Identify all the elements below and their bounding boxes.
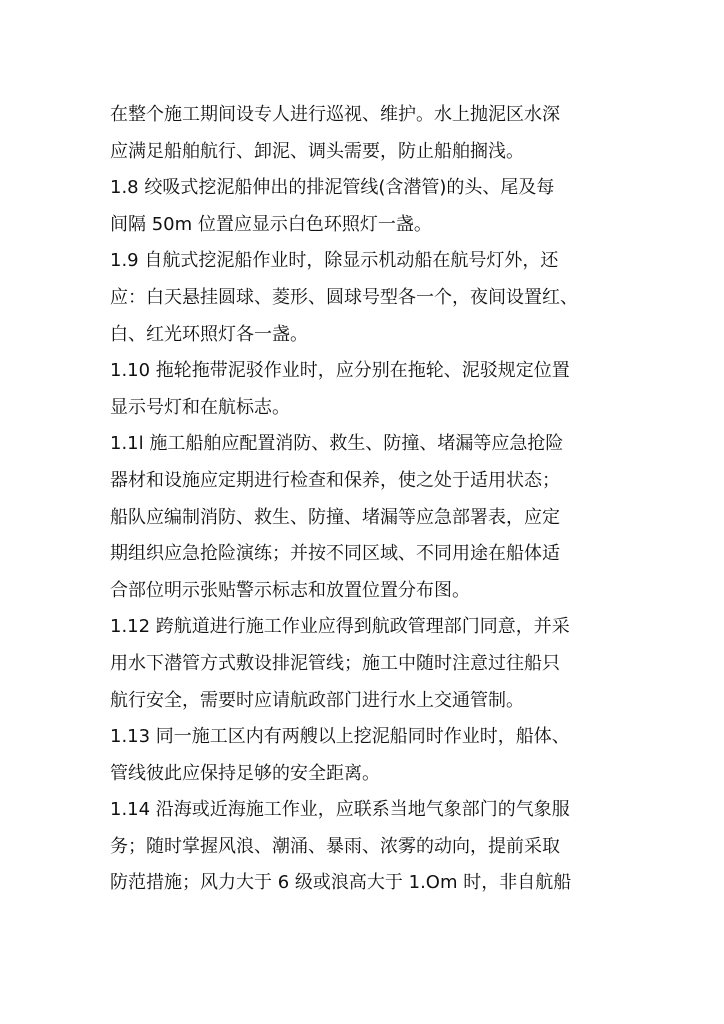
text-line: 显示号灯和在航标志。 [110, 396, 290, 418]
clause-1-9-line: 1.9 自航式挖泥船作业时，除显示机动船在航号灯外，还 [110, 250, 559, 272]
text-line: 船队应编制消防、救生、防撞、堵漏等应急部署表，应定 [110, 506, 560, 528]
text-line: 在整个施工期间设专人进行巡视、维护。水上抛泥区水深 [110, 104, 560, 125]
clause-1-10-line: 1.10 拖轮拖带泥驳作业时，应分别在拖轮、泥驳规定位置 [110, 360, 570, 382]
text-line: 管线彼此应保持足够的安全距离。 [110, 762, 380, 784]
text-line: 务；随时掌握风浪、潮涌、暴雨、浓雾的动向，提前采取 [110, 835, 560, 857]
clause-1-12-line: 1.12 跨航道进行施工作业应得到航政管理部门同意，并采 [110, 616, 570, 638]
clause-1-14-line: 1.14 沿海或近海施工作业，应联系当地气象部门的气象服 [110, 799, 570, 821]
text-line: 应满足船舶航行、卸泥、调头需要，防止船舶搁浅。 [110, 140, 524, 162]
clause-1-8-line: 1.8 绞吸式挖泥船伸出的排泥管线(含潜管)的头、尾及每 [110, 177, 555, 199]
text-line: 用水下潜管方式敷设排泥管线；施工中随时注意过往船只 [110, 652, 560, 674]
text-line: 期组织应急抢险演练；并按不同区域、不同用途在船体适 [110, 543, 560, 565]
clause-1-11-line: 1.1l 施工船舶应配置消防、救生、防撞、堵漏等应急抢险 [110, 433, 564, 455]
text-line: 应：白天悬挂圆球、菱形、圆球号型各一个，夜间设置红、 [110, 286, 578, 308]
text-line: 防范措施；风力大于 6 级或浪高大于 1.Om 时，非自航船 [110, 872, 572, 894]
text-line: 间隔 50m 位置应显示白色环照灯一盏。 [110, 213, 432, 235]
text-line: 器材和设施应定期进行检查和保养，使之处于适用状态； [110, 469, 560, 491]
text-line: 白、红光环照灯各一盏。 [110, 323, 308, 345]
text-line: 航行安全，需要时应请航政部门进行水上交通管制。 [110, 689, 524, 711]
text-line: 合部位明示张贴警示标志和放置位置分布图。 [110, 579, 470, 601]
body-text [110, 97, 620, 902]
clause-1-13-line: 1.13 同一施工区内有两艘以上挖泥船同时作业时，船体、 [110, 726, 570, 748]
